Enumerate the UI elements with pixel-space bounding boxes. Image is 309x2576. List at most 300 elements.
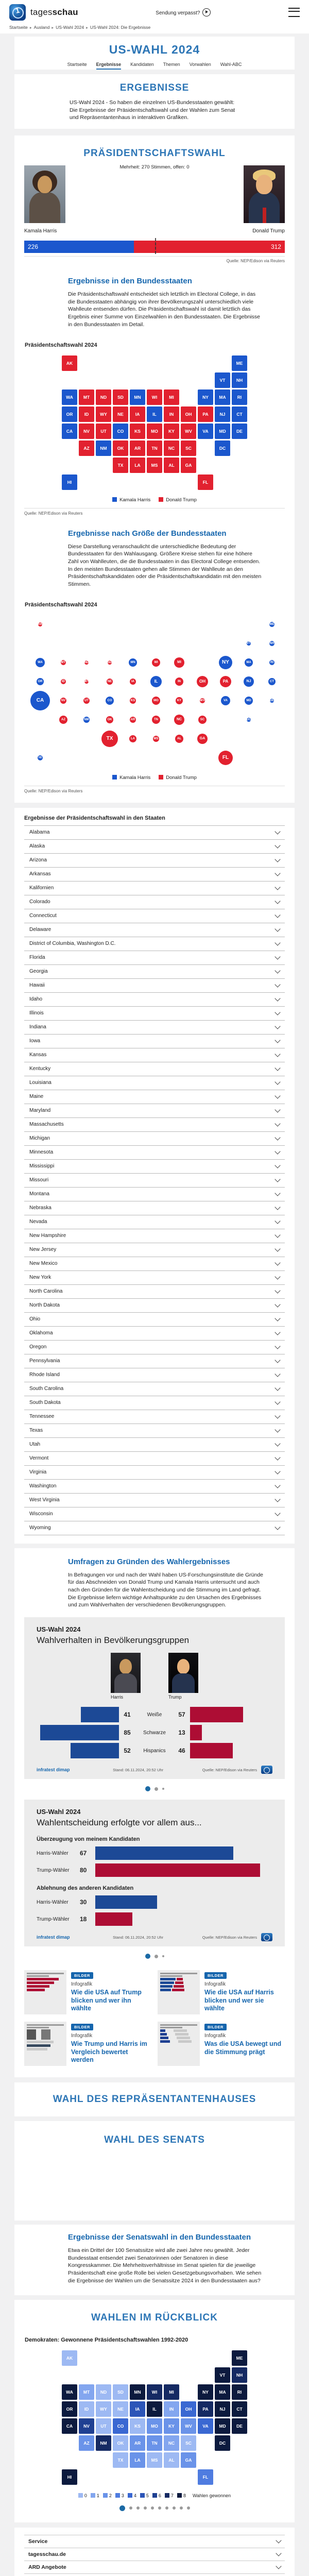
state-accordion-row[interactable] (24, 992, 285, 1006)
state-tile-KY[interactable]: KY (164, 423, 179, 439)
state-tile-NH[interactable]: NH (232, 2367, 247, 2383)
state-tile-KS[interactable]: KS (130, 423, 145, 439)
carousel-dot[interactable] (165, 2506, 168, 2510)
bubble-GA[interactable]: GA (197, 734, 208, 744)
state-accordion-row[interactable] (24, 1465, 285, 1479)
carousel-dot[interactable] (145, 1786, 150, 1791)
bubble-OH[interactable]: OH (197, 676, 208, 687)
surveys-heading[interactable]: Umfragen zu Gründen des Wahlergebnisses (68, 1557, 264, 1566)
retrospect-map-label: Demokraten: Gewonnene Präsidentschaftswahlen 1992-2020 (25, 2337, 295, 2343)
bubble-MA[interactable]: MA (245, 658, 253, 667)
state-tile-OR[interactable]: OR (62, 406, 77, 422)
state-tile-MA[interactable]: MA (215, 389, 230, 405)
harris-bar (81, 1707, 119, 1722)
state-tile-MN[interactable]: MN (130, 2384, 145, 2400)
state-tile-OK[interactable]: OK (113, 2435, 128, 2451)
teaser-thumbnail (24, 2022, 66, 2066)
bubble-NC[interactable]: NC (174, 715, 184, 725)
legend-item: Kamala Harris (112, 775, 150, 781)
tab-startseite[interactable]: Startseite (67, 62, 87, 70)
state-tile-MD[interactable]: MD (215, 2418, 230, 2434)
bubble-MI[interactable]: MI (174, 657, 184, 668)
carousel-dot[interactable] (154, 1787, 158, 1791)
bubble-TX[interactable]: TX (101, 731, 118, 747)
state-tile-AR[interactable]: AR (130, 440, 145, 456)
bubble-ND[interactable]: ND (84, 660, 89, 665)
legend-swatch (112, 775, 117, 779)
state-accordion-row[interactable] (24, 839, 285, 853)
state-accordion-row[interactable] (24, 1340, 285, 1354)
state-tile-CA[interactable]: CA (62, 2418, 77, 2434)
state-accordion-row[interactable] (24, 1298, 285, 1312)
bubble-TN[interactable]: TN (152, 716, 160, 724)
tagesschau-logo-icon[interactable]: 1 (9, 4, 26, 21)
state-tile-ID[interactable]: ID (79, 2401, 94, 2417)
bubble-MO[interactable]: MO (152, 697, 160, 705)
bubble-LA[interactable]: LA (129, 735, 136, 742)
state-accordion-row[interactable] (24, 1326, 285, 1340)
state-tile-MI[interactable]: MI (164, 2384, 179, 2400)
bubble-KS[interactable]: KS (130, 698, 136, 704)
state-tile-TN[interactable]: TN (147, 2435, 162, 2451)
breadcrumb-item[interactable]: US-Wahl 2024 (56, 25, 84, 30)
state-accordion-row[interactable] (24, 1284, 285, 1298)
footer-section-label: Service (28, 2538, 47, 2545)
state-tile-AZ[interactable]: AZ (79, 440, 94, 456)
state-accordion-row[interactable] (24, 1048, 285, 1062)
bubble-ME[interactable]: ME (269, 622, 274, 627)
retro-legend-item: 4 (128, 2493, 136, 2498)
teaser-title[interactable]: Wie die USA auf Harris blicken und wer sie wählte (204, 1989, 285, 2013)
state-tile-NY[interactable]: NY (198, 389, 213, 405)
state-accordion-row[interactable] (24, 1243, 285, 1257)
state-tile-AK[interactable]: AK (62, 355, 77, 371)
state-tile-ME[interactable]: ME (232, 355, 247, 371)
carousel-dot[interactable] (187, 2506, 190, 2510)
bubble-CO[interactable]: CO (106, 697, 114, 705)
bubble-WV[interactable]: WV (200, 698, 205, 703)
state-accordion-row[interactable] (24, 1020, 285, 1034)
senate-heading: WAHL DES SENATS (14, 2134, 295, 2146)
state-tile-NJ[interactable]: NJ (215, 406, 230, 422)
state-accordion-row[interactable] (24, 1062, 285, 1076)
state-name: Rhode Island (29, 1372, 60, 1378)
reason-row (37, 1846, 272, 1860)
bubble-NV[interactable]: NV (60, 698, 66, 704)
bubble-NM[interactable]: NM (83, 717, 90, 723)
state-tile-LA[interactable]: LA (130, 457, 145, 473)
bubble-NH[interactable]: NH (269, 641, 274, 646)
state-accordion-row[interactable] (24, 825, 285, 839)
bubble-CA[interactable]: CA (30, 691, 50, 710)
bubble-UT[interactable]: UT (83, 698, 90, 704)
state-tile-UT[interactable]: UT (96, 2418, 111, 2434)
state-tile-ID[interactable]: ID (79, 406, 94, 422)
teaser-title[interactable]: Was die USA bewegt und die Stimmung prägt (204, 2040, 285, 2056)
state-tile-KS[interactable]: KS (130, 2418, 145, 2434)
state-accordion-row[interactable] (24, 1173, 285, 1187)
state-tile-WI[interactable]: WI (147, 2384, 162, 2400)
state-tile-WA[interactable]: WA (62, 389, 77, 405)
state-tile-MT[interactable]: MT (79, 389, 94, 405)
state-tile-IN[interactable]: IN (164, 406, 179, 422)
state-tile-WV[interactable]: WV (181, 423, 196, 439)
state-accordion-row[interactable] (24, 1117, 285, 1131)
state-accordion-row[interactable] (24, 1437, 285, 1451)
bubble-WA[interactable]: WA (36, 658, 45, 667)
state-accordion-row[interactable] (24, 1034, 285, 1048)
state-accordion-row[interactable] (24, 1006, 285, 1020)
footer-accordion-rundfunkanstalten[interactable] (24, 2573, 285, 2576)
state-tile-WI[interactable]: WI (147, 389, 162, 405)
hamburger-menu-icon[interactable] (288, 8, 300, 17)
retro-legend-item: 0 (78, 2493, 87, 2498)
state-tile-TX[interactable]: TX (113, 457, 128, 473)
results-intro-section (14, 74, 295, 129)
state-tile-OH[interactable]: OH (181, 406, 196, 422)
bubble-VT[interactable]: VT (247, 641, 251, 646)
state-accordion-row[interactable] (24, 964, 285, 978)
category-label: Schwarze (135, 1730, 174, 1736)
state-name: Minnesota (29, 1149, 53, 1155)
teaser-title[interactable]: Wie die USA auf Trump blicken und wer ihn wählte (71, 1989, 151, 2013)
state-tile-SC[interactable]: SC (181, 440, 196, 456)
chevron-down-icon (274, 1357, 280, 1363)
carousel-dot[interactable] (158, 2506, 161, 2510)
state-accordion-row[interactable] (24, 1451, 285, 1465)
breadcrumb-item[interactable]: Startseite (9, 25, 28, 30)
chevron-down-icon (274, 1051, 280, 1057)
carousel-dot[interactable] (180, 2506, 183, 2510)
legend-swatch (159, 775, 163, 779)
state-tile-NY[interactable]: NY (198, 2384, 213, 2400)
bubble-WY[interactable]: WY (84, 680, 89, 684)
state-tile-CT[interactable]: CT (232, 406, 247, 422)
state-accordion-row[interactable] (24, 1479, 285, 1493)
state-name: Alabama (29, 829, 49, 835)
state-tile-AL[interactable]: AL (164, 457, 179, 473)
electoral-segment-trump[interactable] (134, 241, 285, 253)
teaser-card[interactable] (158, 1970, 285, 2014)
state-tile-CA[interactable]: CA (62, 423, 77, 439)
bubble-MS[interactable]: MS (153, 736, 159, 742)
state-tile-MD[interactable]: MD (215, 423, 230, 439)
bubble-NY[interactable]: NY (219, 656, 232, 669)
watch-missed-link[interactable]: Sendung verpasst? (78, 8, 288, 16)
state-tile-VA[interactable]: VA (198, 423, 213, 439)
state-tile-AZ[interactable]: AZ (79, 2435, 94, 2451)
state-tile-CT[interactable]: CT (232, 2401, 247, 2417)
tab-wahl-abc[interactable]: Wahl-ABC (220, 62, 242, 70)
state-accordion-row[interactable] (24, 1382, 285, 1396)
bubble-MT[interactable]: MT (61, 660, 66, 665)
states-paragraph: Die Präsidentschaftswahl entscheidet sich letztlich im Electoral College, in das die Bundesstaaten abhängig von ihrer Bevölkerungszahl unterschiedlich viele Wahlleute entsenden dürfen. Die Präsidentschaftswahl ist damit letztlich das Ergebnis einer Summe von Einzelwahlen in den Bundesstaaten. Die Ergebnisse in den Bundesstaaten im Detail. (68, 291, 264, 328)
state-tile-HI[interactable]: HI (62, 474, 77, 490)
state-tile-NJ[interactable]: NJ (215, 2401, 230, 2417)
teaser-card[interactable] (158, 2022, 285, 2066)
breadcrumb-separator: ▸ (86, 25, 88, 30)
state-tile-MT[interactable]: MT (79, 2384, 94, 2400)
state-accordion-row[interactable] (24, 1104, 285, 1117)
state-accordion-row[interactable] (24, 978, 285, 992)
state-tile-ME[interactable]: ME (232, 2350, 247, 2366)
bubble-IL[interactable]: IL (150, 676, 162, 687)
state-accordion-row[interactable] (24, 1076, 285, 1090)
carousel-dot[interactable] (162, 1955, 164, 1957)
state-tile-DE[interactable]: DE (232, 423, 247, 439)
carousel-dot[interactable] (136, 2506, 140, 2510)
state-name: Virginia (29, 1469, 46, 1475)
retrospect-map[interactable] (62, 2350, 247, 2485)
state-tile-AR[interactable]: AR (130, 2435, 145, 2451)
chevron-down-icon (274, 1371, 280, 1377)
carousel-dot[interactable] (145, 1954, 150, 1959)
state-tile-IA[interactable]: IA (130, 2401, 145, 2417)
state-accordion-row[interactable] (24, 1410, 285, 1423)
chevron-down-icon (274, 1079, 280, 1084)
footer-section-label: ARD Angebote (28, 2564, 66, 2570)
state-tile-IA[interactable]: IA (130, 406, 145, 422)
state-tile-GA[interactable]: GA (181, 2452, 196, 2468)
bubble-FL[interactable]: FL (218, 751, 233, 765)
state-tile-IN[interactable]: IN (164, 2401, 179, 2417)
state-tile-OK[interactable]: OK (113, 440, 128, 456)
state-tile-AL[interactable]: AL (164, 2452, 179, 2468)
state-tile-VA[interactable]: VA (198, 2418, 213, 2434)
state-tile-IL[interactable]: IL (147, 406, 162, 422)
state-tile-SD[interactable]: SD (113, 2384, 128, 2400)
senate-results-heading[interactable]: Ergebnisse der Senatswahl in den Bundesstaaten (68, 2233, 264, 2242)
state-accordion-row[interactable] (24, 1131, 285, 1145)
bubble-cartogram[interactable] (21, 613, 288, 768)
carousel-dot[interactable] (162, 1788, 164, 1790)
state-tile-CO[interactable]: CO (113, 2418, 128, 2434)
state-accordion-row[interactable] (24, 923, 285, 937)
state-accordion-row[interactable] (24, 881, 285, 895)
state-name: Kansas (29, 1052, 46, 1058)
senate-section (14, 2121, 295, 2221)
state-accordion-row[interactable] (24, 1187, 285, 1201)
state-accordion-row[interactable] (24, 1312, 285, 1326)
states-subheading[interactable]: Ergebnisse in den Bundesstaaten (68, 277, 264, 285)
state-accordion-row[interactable] (24, 951, 285, 964)
bubble-AK[interactable]: AK (38, 622, 42, 626)
size-subheading[interactable]: Ergebnisse nach Größe der Bundesstaaten (68, 529, 264, 538)
footer-accordion-tagesschau-de[interactable] (24, 2548, 285, 2561)
state-accordion-row[interactable] (24, 1396, 285, 1410)
teaser-card[interactable] (24, 1970, 151, 2014)
bubble-NE[interactable]: NE (107, 679, 113, 685)
state-tile-NE[interactable]: NE (113, 406, 128, 422)
state-accordion-row[interactable] (24, 1270, 285, 1284)
state-tile-FL[interactable]: FL (198, 474, 213, 490)
state-name: Mississippi (29, 1163, 54, 1169)
state-tile-NM[interactable]: NM (96, 440, 111, 456)
bubble-SD[interactable]: SD (108, 660, 112, 665)
bubble-MN[interactable]: MN (129, 658, 137, 667)
state-tile-NC[interactable]: NC (164, 2435, 179, 2451)
state-name: Wisconsin (29, 1511, 53, 1517)
state-name: Tennessee (29, 1414, 54, 1419)
state-name: Alaska (29, 843, 45, 849)
state-tile-ND[interactable]: ND (96, 2384, 111, 2400)
state-tile-DC[interactable]: DC (215, 2435, 230, 2451)
carousel-dot[interactable] (129, 2506, 132, 2510)
retrospect-carousel-dots[interactable] (14, 2505, 295, 2511)
bubble-NJ[interactable]: NJ (244, 676, 254, 687)
carousel-dot[interactable] (144, 2506, 147, 2510)
chevron-down-icon (274, 1287, 280, 1293)
state-tile-NE[interactable]: NE (113, 2401, 128, 2417)
state-tile-OR[interactable]: OR (62, 2401, 77, 2417)
bubble-DC[interactable]: DC (247, 718, 251, 722)
teaser-card[interactable] (24, 2022, 151, 2066)
state-tile-MI[interactable]: MI (164, 389, 179, 405)
play-icon[interactable] (202, 8, 211, 16)
harris-thumb-label: Harris (111, 1694, 141, 1700)
state-tile-VT[interactable]: VT (215, 2367, 230, 2383)
state-tile-NV[interactable]: NV (79, 2418, 94, 2434)
bubble-OR[interactable]: OR (37, 678, 44, 685)
bubble-WI[interactable]: WI (152, 658, 160, 667)
state-tile-WY[interactable]: WY (96, 2401, 111, 2417)
electoral-bar[interactable] (24, 241, 285, 253)
brand-wordmark[interactable]: tagesschau (30, 7, 78, 18)
state-tile-UT[interactable]: UT (96, 423, 111, 439)
state-accordion-row[interactable] (24, 1201, 285, 1215)
footer-accordion-service[interactable] (24, 2535, 285, 2548)
state-tile-GA[interactable]: GA (181, 457, 196, 473)
state-accordion-row[interactable] (24, 909, 285, 923)
teaser-title[interactable]: Wie Trump und Harris im Vergleich bewertet werden (71, 2040, 151, 2064)
state-accordion-row[interactable] (24, 1215, 285, 1229)
bubble-CT[interactable]: CT (268, 678, 276, 685)
state-tile-HI[interactable]: HI (62, 2469, 77, 2485)
bubble-RI[interactable]: RI (269, 660, 274, 665)
bubble-DE[interactable]: DE (270, 699, 274, 703)
retro-legend-swatch (128, 2493, 132, 2498)
state-tile-PA[interactable]: PA (198, 406, 213, 422)
carousel-dot[interactable] (119, 2505, 125, 2511)
harris-value: 85 (119, 1729, 135, 1736)
bubble-AZ[interactable]: AZ (59, 716, 67, 724)
carousel-dot[interactable] (173, 2506, 176, 2510)
tab-kandidaten[interactable]: Kandidaten (130, 62, 154, 70)
state-accordion-row[interactable] (24, 1354, 285, 1368)
state-tile-RI[interactable]: RI (232, 2384, 247, 2400)
bubble-legend (14, 775, 295, 781)
tab-vorwahlen[interactable]: Vorwahlen (190, 62, 211, 70)
state-accordion-row[interactable] (24, 1423, 285, 1437)
state-accordion-row[interactable] (24, 1507, 285, 1521)
teaser-kicker: Infografik (71, 2033, 151, 2039)
state-tile-PA[interactable]: PA (198, 2401, 213, 2417)
chevron-down-icon (274, 1065, 280, 1071)
state-tile-ND[interactable]: ND (96, 389, 111, 405)
state-tile-SC[interactable]: SC (181, 2435, 196, 2451)
page-title: US-WAHL 2024 (14, 43, 295, 57)
electoral-segment-harris[interactable] (24, 241, 134, 253)
state-tile-NV[interactable]: NV (79, 423, 94, 439)
state-tile-KY[interactable]: KY (164, 2418, 179, 2434)
bubble-AL[interactable]: AL (175, 735, 183, 743)
bubble-SC[interactable]: SC (198, 716, 207, 724)
state-accordion-row[interactable] (24, 1090, 285, 1104)
state-tile-FL[interactable]: FL (198, 2469, 213, 2485)
state-tile-WV[interactable]: WV (181, 2418, 196, 2434)
carousel-dot[interactable] (154, 1955, 158, 1958)
chevron-down-icon (274, 1037, 280, 1043)
state-accordion-row[interactable] (24, 1368, 285, 1382)
tab-ergebnisse[interactable]: Ergebnisse (96, 62, 122, 70)
state-tile-DC[interactable]: DC (215, 440, 230, 456)
state-tile-TN[interactable]: TN (147, 440, 162, 456)
state-accordion-row[interactable] (24, 1521, 285, 1535)
state-tile-MS[interactable]: MS (147, 2452, 162, 2468)
state-tile-TX[interactable]: TX (113, 2452, 128, 2468)
footer-accordion-ard-angebote[interactable] (24, 2561, 285, 2573)
state-tile-MO[interactable]: MO (147, 423, 162, 439)
state-accordion-row[interactable] (24, 1229, 285, 1243)
state-tile-SD[interactable]: SD (113, 389, 128, 405)
state-tile-IL[interactable]: IL (147, 2401, 162, 2417)
state-tile-NC[interactable]: NC (164, 440, 179, 456)
bubble-PA[interactable]: PA (220, 676, 231, 687)
state-tile-MO[interactable]: MO (147, 2418, 162, 2434)
state-tile-VT[interactable]: VT (215, 372, 230, 388)
teaser-thumbnail (24, 1970, 66, 2014)
carousel-dots[interactable] (14, 1954, 295, 1959)
state-accordion-row[interactable] (24, 867, 285, 881)
state-tile-AK[interactable]: AK (62, 2350, 77, 2366)
state-accordion-row[interactable] (24, 1159, 285, 1173)
bubble-IN[interactable]: IN (175, 677, 183, 686)
breadcrumb-item[interactable]: Ausland (34, 25, 50, 30)
bubble-VA[interactable]: VA (221, 696, 230, 705)
carousel-dot[interactable] (151, 2506, 154, 2510)
state-tile-RI[interactable]: RI (232, 389, 247, 405)
state-tile-NM[interactable]: NM (96, 2435, 111, 2451)
bubble-ID[interactable]: ID (61, 679, 66, 684)
state-accordion-row[interactable] (24, 853, 285, 867)
state-accordion-row[interactable] (24, 1493, 285, 1507)
state-accordion-row[interactable] (24, 895, 285, 909)
carousel-dots[interactable] (14, 1786, 295, 1791)
state-tile-LA[interactable]: LA (130, 2452, 145, 2468)
bubble-AR[interactable]: AR (130, 717, 136, 723)
bubble-MD[interactable]: MD (245, 697, 253, 705)
breadcrumb-item[interactable]: US-Wahl 2024: Die Ergebnisse (90, 25, 150, 30)
president-map[interactable] (62, 355, 247, 490)
state-tile-MA[interactable]: MA (215, 2384, 230, 2400)
state-tile-WY[interactable]: WY (96, 406, 111, 422)
state-tile-DE[interactable]: DE (232, 2418, 247, 2434)
state-tile-CO[interactable]: CO (113, 423, 128, 439)
state-tile-MS[interactable]: MS (147, 457, 162, 473)
bubble-OK[interactable]: OK (106, 716, 113, 723)
bubble-IA[interactable]: IA (130, 679, 136, 685)
state-tile-OH[interactable]: OH (181, 2401, 196, 2417)
state-tile-WA[interactable]: WA (62, 2384, 77, 2400)
state-tile-NH[interactable]: NH (232, 372, 247, 388)
state-accordion-row[interactable] (24, 1145, 285, 1159)
state-accordion-row[interactable] (24, 937, 285, 951)
tab-themen[interactable]: Themen (163, 62, 180, 70)
bubble-KY[interactable]: KY (176, 697, 183, 704)
state-accordion-row[interactable] (24, 1257, 285, 1270)
bubble-HI[interactable]: HI (38, 755, 43, 760)
state-tile-MN[interactable]: MN (130, 389, 145, 405)
